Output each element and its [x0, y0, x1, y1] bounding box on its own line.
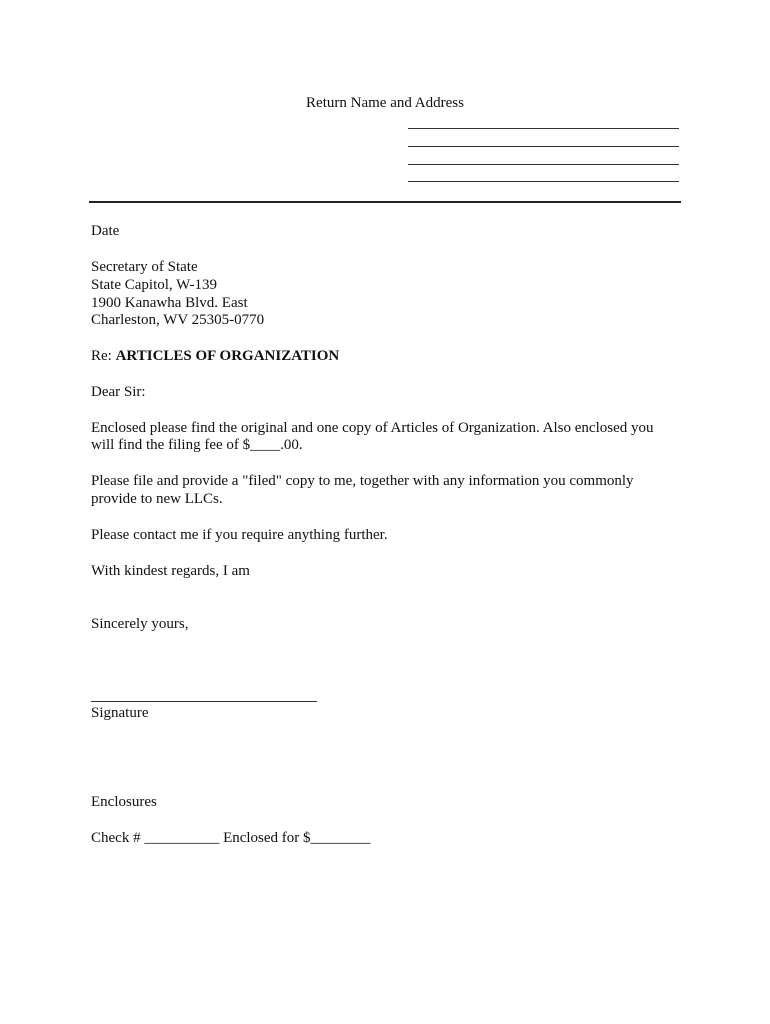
paragraph-contact: Please contact me if you require anything further.: [91, 527, 388, 543]
recipient-address-line-2: State Capitol, W-139: [91, 277, 217, 293]
regards-line: With kindest regards, I am: [91, 563, 250, 579]
closing-line: Sincerely yours,: [91, 616, 189, 632]
paragraph-enclosed-line-1: Enclosed please find the original and one copy of Articles of Organization. Also enclosed you: [91, 420, 654, 436]
subject-title: ARTICLES OF ORGANIZATION: [115, 348, 340, 364]
paragraph-enclosed-line-2: will find the filing fee of $____.00.: [91, 437, 303, 453]
date-label: Date: [91, 223, 120, 239]
subject-line: [91, 347, 339, 365]
recipient-address-line-3: 1900 Kanawha Blvd. East: [91, 295, 248, 311]
paragraph-filed-line-2: provide to new LLCs.: [91, 491, 223, 507]
header-divider: [89, 201, 681, 203]
return-address-line-1[interactable]: [408, 128, 679, 129]
recipient-address-line-1: Secretary of State: [91, 259, 198, 275]
return-address-line-3[interactable]: [408, 164, 679, 165]
signature-line[interactable]: [91, 701, 317, 702]
signature-label: Signature: [91, 705, 149, 721]
return-name-address-heading: Return Name and Address: [306, 95, 464, 111]
paragraph-filed-line-1: Please file and provide a "filed" copy to me, together with any information you commonly: [91, 473, 634, 489]
return-address-line-4[interactable]: [408, 181, 679, 182]
check-enclosed-line: Check # __________ Enclosed for $________: [91, 830, 371, 846]
recipient-address-line-4: Charleston, WV 25305-0770: [91, 312, 265, 328]
salutation: Dear Sir:: [91, 384, 146, 400]
enclosures-label: Enclosures: [91, 794, 157, 810]
subject-prefix: Re:: [91, 348, 116, 364]
return-address-line-2[interactable]: [408, 146, 679, 147]
